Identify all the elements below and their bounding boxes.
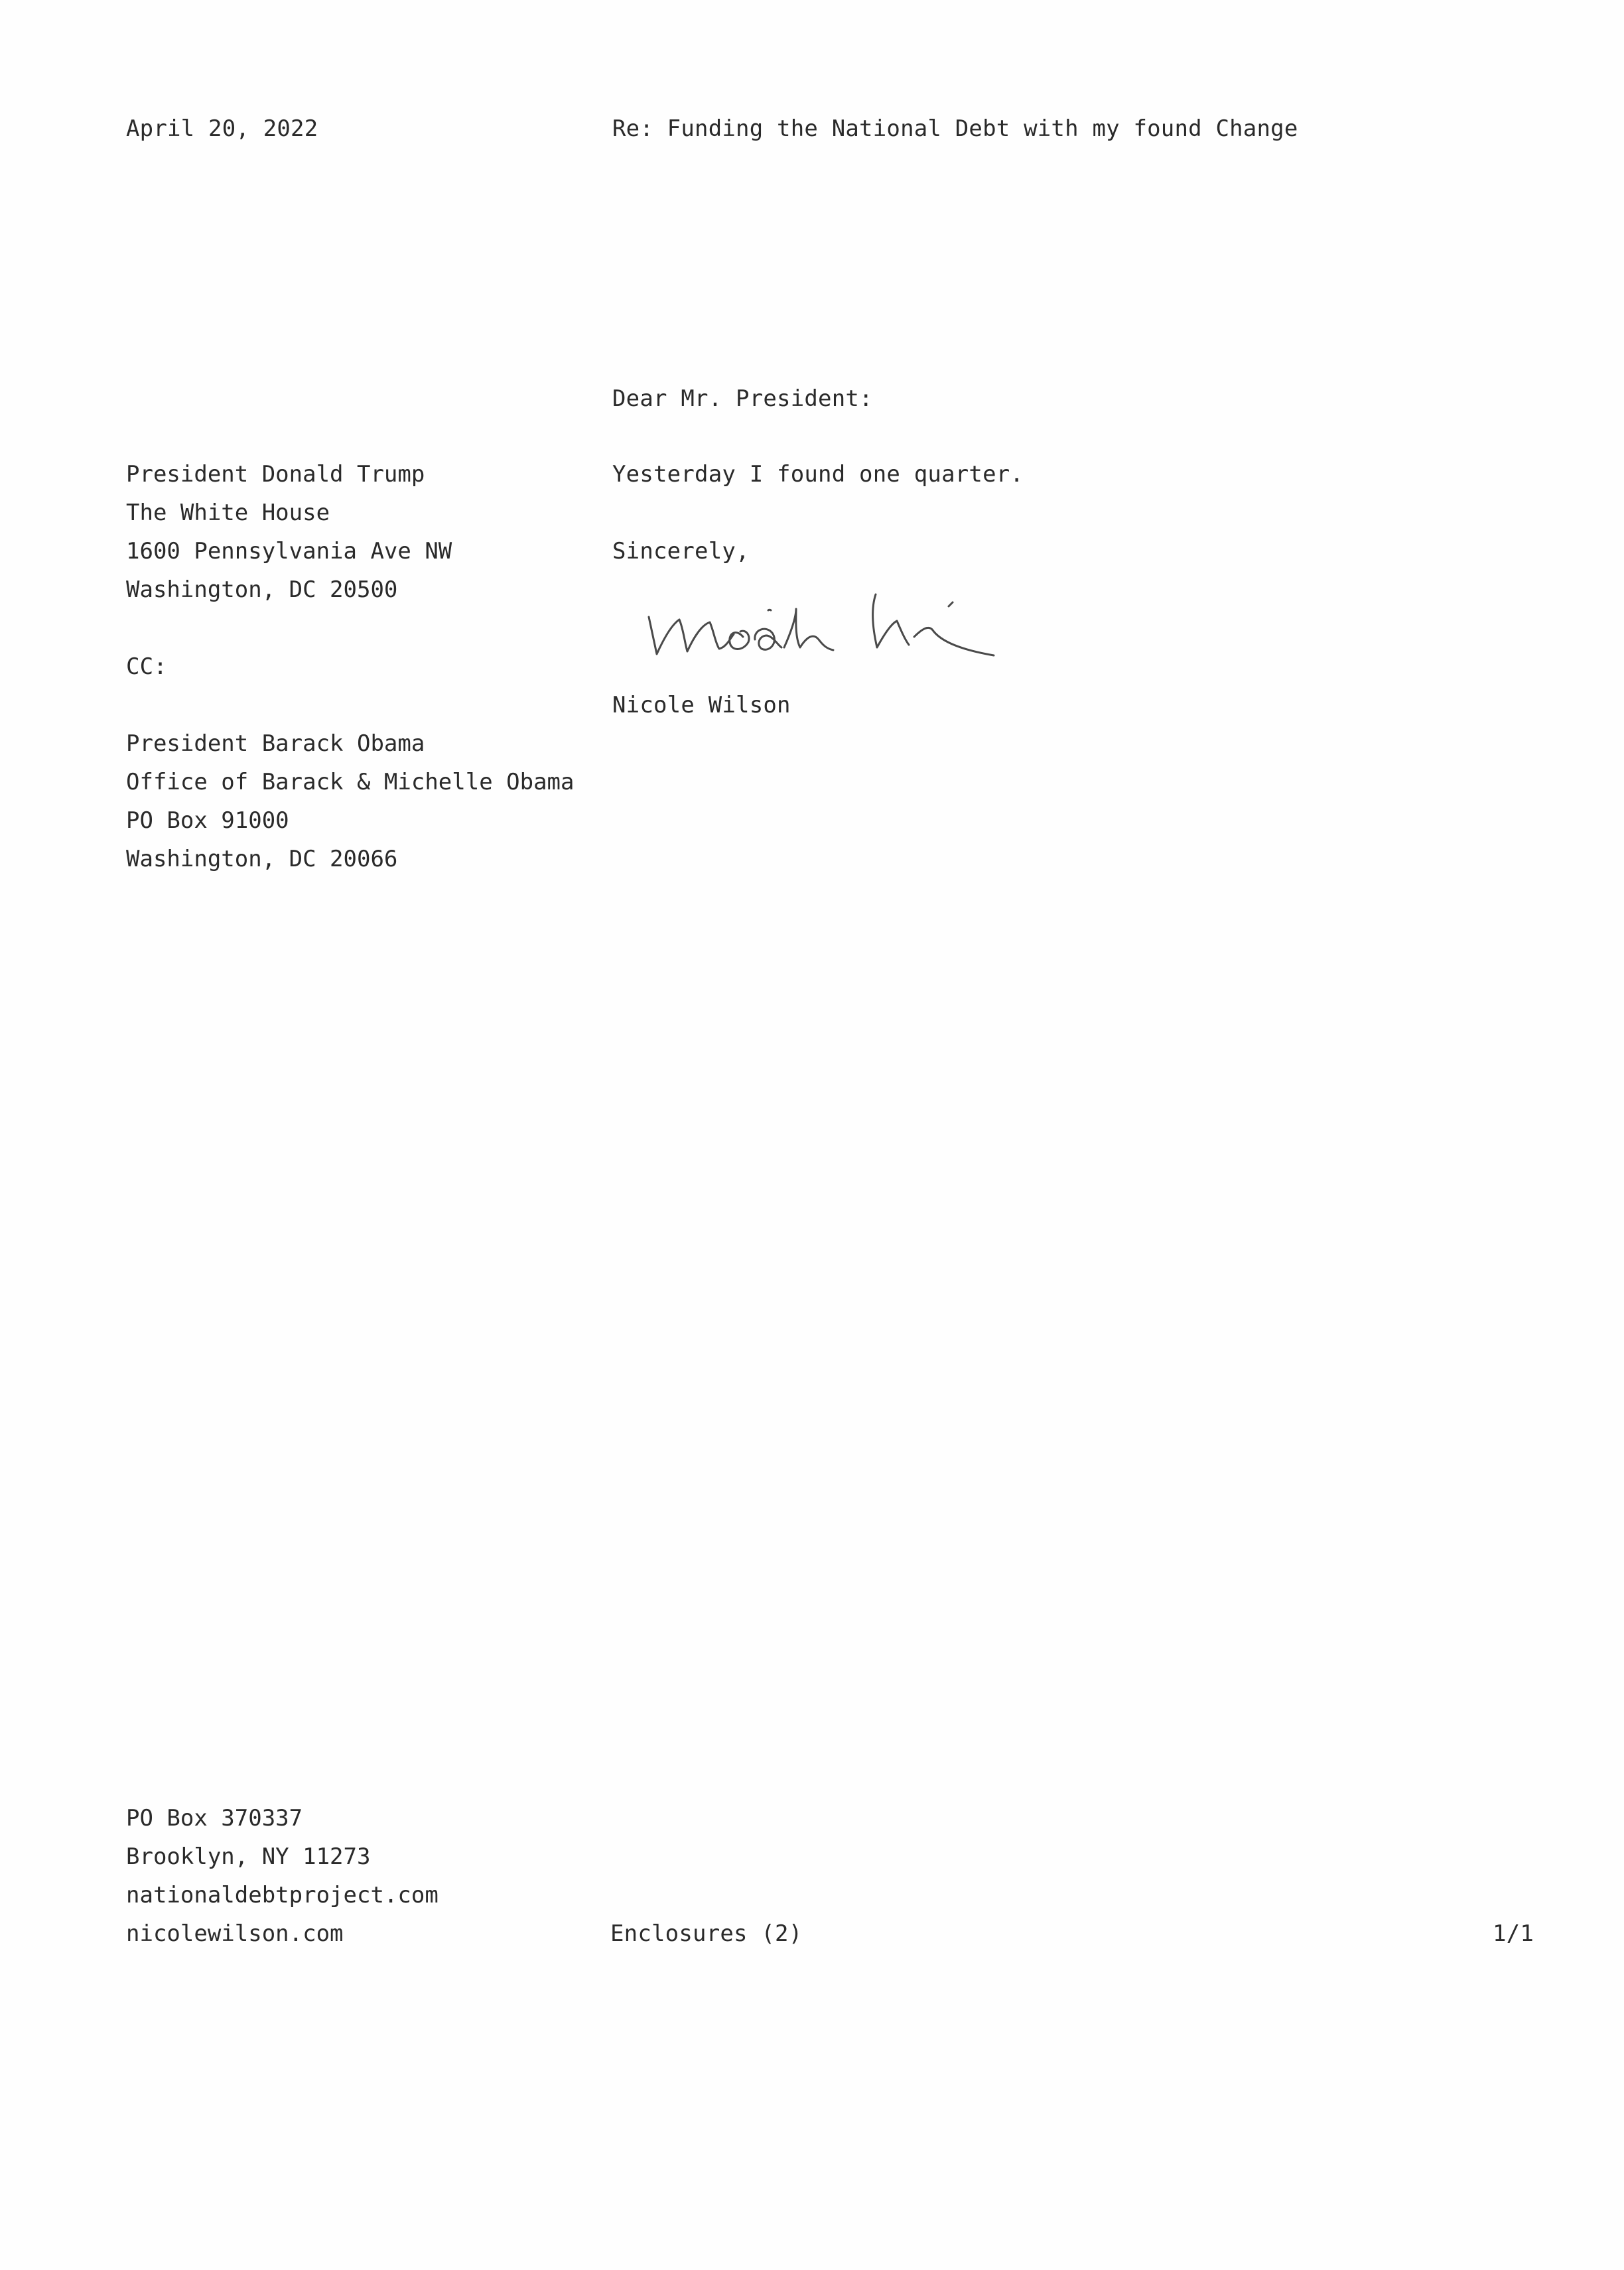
salutation: Dear Mr. President: bbox=[612, 385, 873, 412]
closing: Sincerely, bbox=[612, 538, 750, 565]
footer-sender-address bbox=[126, 1799, 439, 1953]
cc-label: CC: bbox=[126, 653, 168, 680]
recipient-line: President Donald Trump bbox=[126, 461, 425, 488]
cc-address bbox=[126, 724, 575, 878]
footer-website-line: nicolewilson.com bbox=[126, 1920, 344, 1947]
recipient-line: The White House bbox=[126, 500, 330, 526]
recipient-line: Washington, DC 20500 bbox=[126, 576, 398, 603]
recipient-line: 1600 Pennsylvania Ave NW bbox=[126, 538, 452, 565]
footer-website-line: nationaldebtproject.com bbox=[126, 1882, 439, 1908]
letter-subject: Re: Funding the National Debt with my found Change bbox=[612, 115, 1298, 142]
footer-address-line: Brooklyn, NY 11273 bbox=[126, 1843, 371, 1870]
recipient-address bbox=[126, 455, 452, 609]
cc-line: PO Box 91000 bbox=[126, 807, 289, 834]
letter-date: April 20, 2022 bbox=[126, 115, 318, 142]
cc-line: Washington, DC 20066 bbox=[126, 846, 398, 872]
enclosures-note: Enclosures (2) bbox=[610, 1920, 803, 1947]
handwritten-signature bbox=[637, 576, 1035, 669]
footer-address-line: PO Box 370337 bbox=[126, 1805, 303, 1832]
page-number: 1/1 bbox=[1493, 1920, 1534, 1947]
cc-line: President Barack Obama bbox=[126, 730, 425, 757]
sender-name: Nicole Wilson bbox=[612, 692, 791, 718]
cc-line: Office of Barack & Michelle Obama bbox=[126, 769, 575, 795]
letter-body: Yesterday I found one quarter. bbox=[612, 461, 1024, 488]
